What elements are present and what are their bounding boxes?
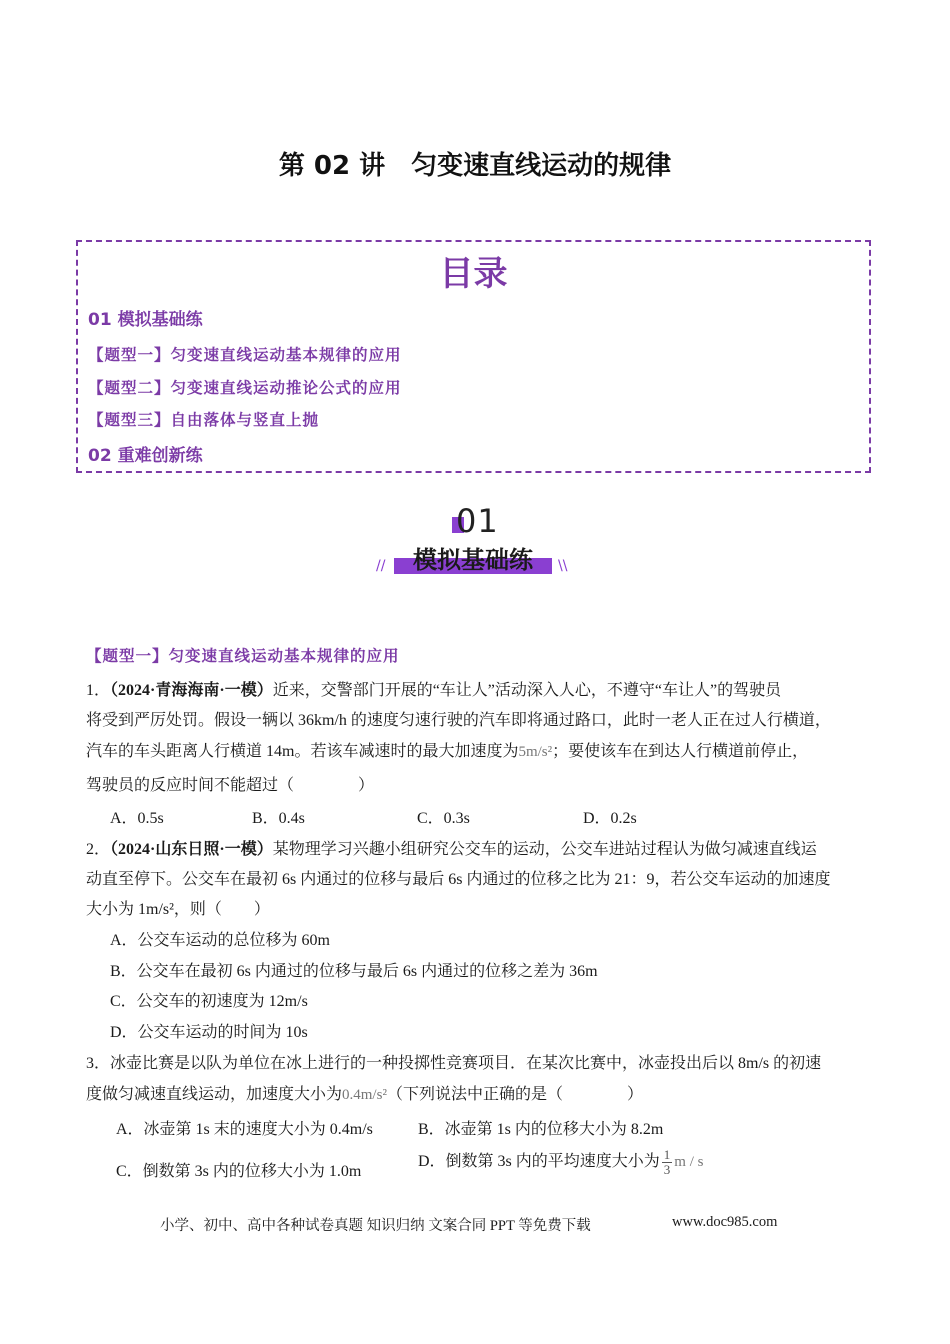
q3-accel-unit: 0.4m/s² [342,1087,387,1103]
q3-line-1 [86,1050,821,1073]
q1-number: 1． [86,682,111,699]
banner-label: 模拟基础练 [413,546,533,574]
toc-item-difficult[interactable]: 02 重难创新练 [88,446,203,466]
banner-left-deco: // [376,558,386,574]
q1-option-b[interactable]: B．0.4s [252,810,305,827]
q3-text-1: 冰壶比赛是以队为单位在冰上进行的一种投掷性竞赛项目．在某次比赛中，冰壶投出后以 8m/s 的初速 [110,1055,822,1072]
toc-item-type-1[interactable]: 【题型一】匀变速直线运动基本规律的应用 [88,346,402,364]
toc-item-type-2[interactable]: 【题型二】匀变速直线运动推论公式的应用 [88,379,402,397]
q3-option-a[interactable]: A．冰壶第 1s 末的速度大小为 0.4m/s [116,1121,373,1138]
toc-item-simulation[interactable]: 01 模拟基础练 [88,310,203,330]
q1-line-3 [86,738,808,761]
q1-source: （2024·青海海南·一模） [110,682,273,699]
q3-fraction [662,1148,673,1177]
q2-source: （2024·山东日照·一模） [110,841,273,858]
q2-text-1: 某物理学习兴趣小组研究公交车的运动，公交车进站过程认为做匀减速直线运 [272,841,817,858]
banner-number: 01 [456,502,499,540]
q3-option-d-unit: m / s [674,1154,704,1171]
q1-option-d[interactable]: D．0.2s [583,810,637,827]
q3-option-d-text: D．倒数第 3s 内的平均速度大小为 [418,1153,660,1171]
q1-line-4: 驾驶员的反应时间不能超过（ ） [86,777,375,794]
q1-text-3a: 汽车的车头距离人行横道 14m。若该车减速时的最大加速度为 [86,743,519,760]
fraction-denominator: 3 [663,1162,671,1177]
q3-option-d[interactable] [418,1148,703,1177]
q1-option-c[interactable]: C．0.3s [417,810,470,827]
page-title: 第 02 讲 匀变速直线运动的规律 [278,151,672,181]
q1-option-a[interactable]: A．0.5s [110,810,164,827]
q2-option-d[interactable]: D．公交车运动的时间为 10s [110,1024,308,1041]
toc-heading: 目录 [439,254,508,294]
footer-url[interactable]: www.doc985.com [672,1214,778,1230]
q2-number: 2． [86,841,111,858]
q1-line-1 [86,677,781,700]
q1-accel-unit: 5m/s² [518,744,553,760]
q2-option-c[interactable]: C．公交车的初速度为 12m/s [110,993,308,1010]
section-heading: 【题型一】匀变速直线运动基本规律的应用 [86,647,400,665]
table-of-contents [76,240,871,473]
q3-option-c[interactable]: C．倒数第 3s 内的位移大小为 1.0m [116,1163,362,1180]
fraction-numerator: 1 [663,1147,671,1162]
q3-option-b[interactable]: B．冰壶第 1s 内的位移大小为 8.2m [418,1121,664,1138]
q2-line-1 [86,836,817,859]
q2-option-a[interactable]: A．公交车运动的总位移为 60m [110,932,331,949]
section-banner [370,500,580,590]
q3-number: 3． [86,1055,111,1072]
q1-line-2: 将受到严厉处罚。假设一辆以 36km/h 的速度匀速行驶的汽车即将通过路口，此时一老人正在过人行横道， [86,712,831,729]
toc-item-type-3[interactable]: 【题型三】自由落体与竖直上抛 [88,411,320,429]
q2-line-3: 大小为 1m/s²，则（ ） [86,901,270,918]
banner-right-deco: \\ [558,558,568,574]
q1-text-3b: ；要使该车在到达人行横道前停止， [552,743,809,760]
q3-line-2 [86,1081,643,1104]
q1-text-1: 近来，交警部门开展的“车让人”活动深入人心，不遵守“车让人”的驾驶员 [272,682,782,699]
q3-text-2a: 度做匀减速直线运动，加速度大小为 [86,1086,343,1103]
q3-text-2b: （下列说法中正确的是（ ） [386,1086,643,1103]
q2-option-b[interactable]: B．公交车在最初 6s 内通过的位移与最后 6s 内通过的位移之差为 36m [110,963,598,980]
footer-text: 小学、初中、高中各种试卷真题 知识归纳 文案合同 PPT 等免费下载 [160,1218,591,1234]
q2-line-2: 动直至停下。公交车在最初 6s 内通过的位移与最后 6s 内通过的位移之比为 21：9，若公交车运动的加速度 [86,871,831,888]
